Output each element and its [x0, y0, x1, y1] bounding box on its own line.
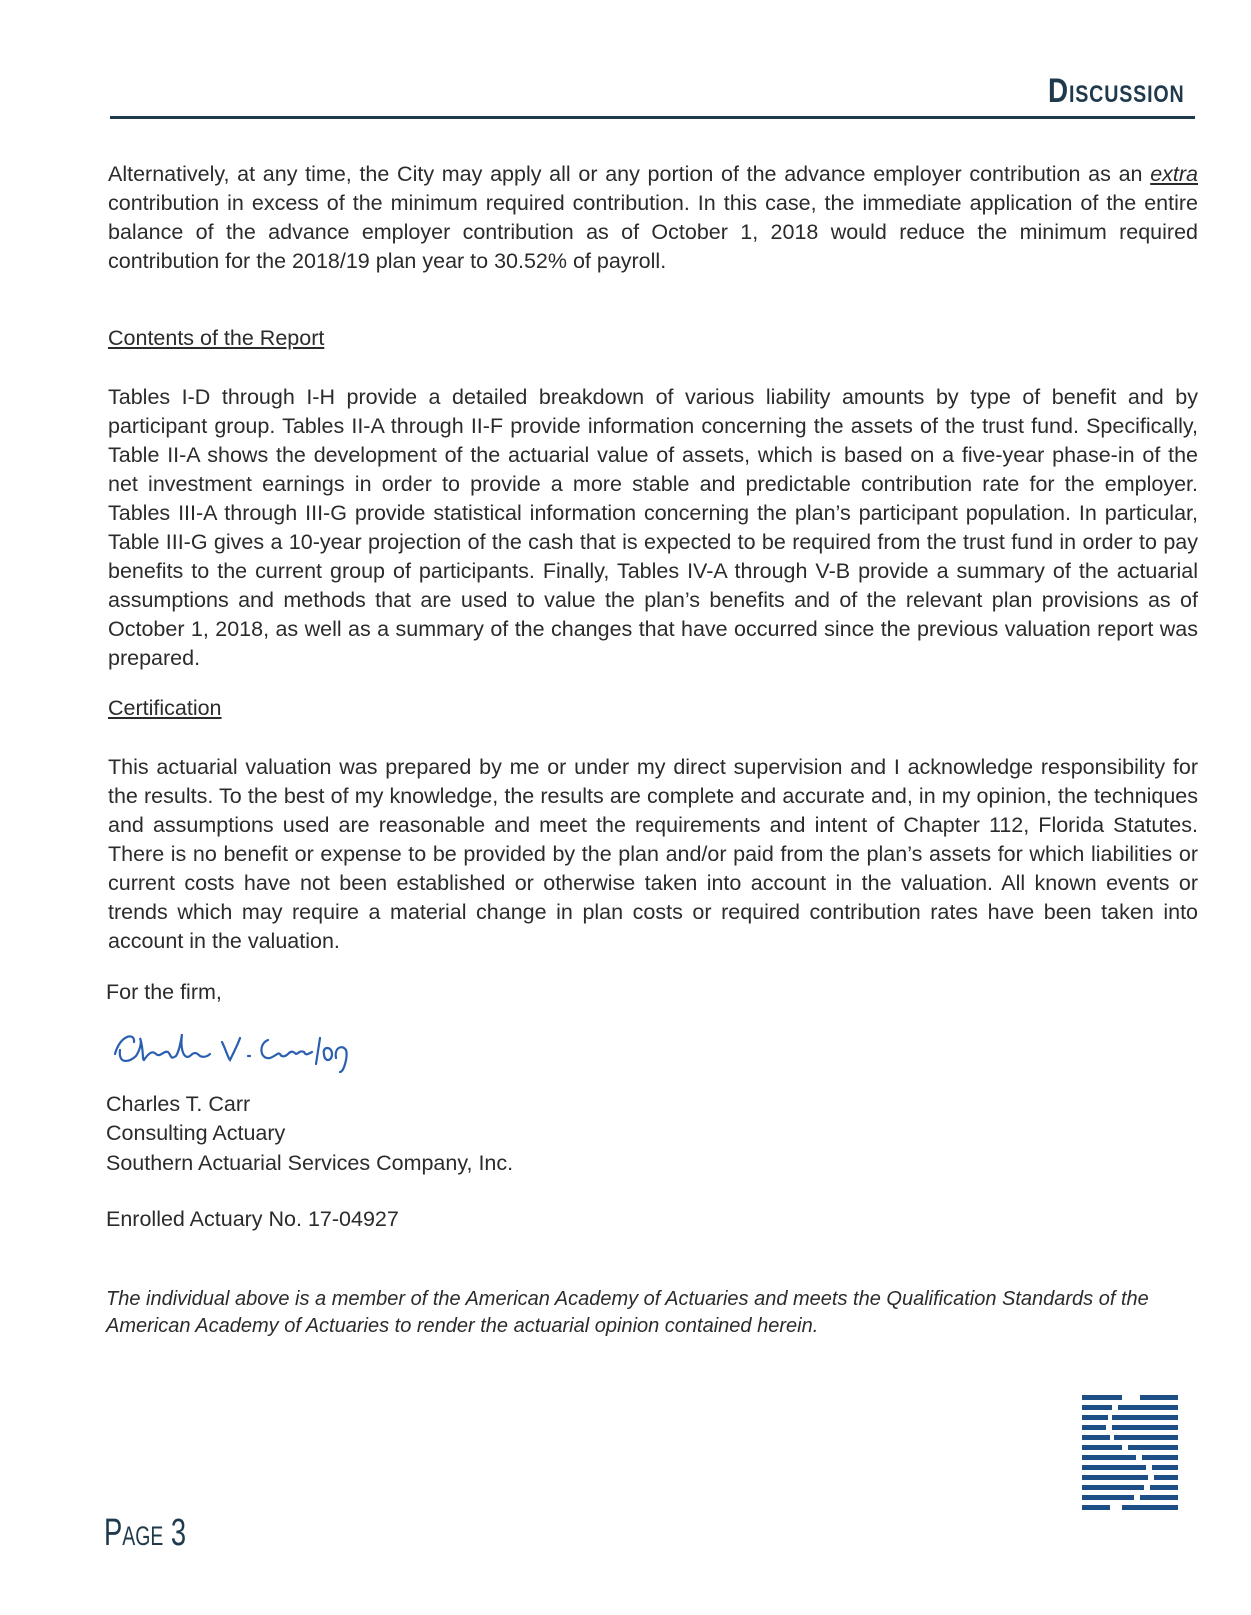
certification-heading: Certification	[108, 696, 222, 720]
page-section-title: Discussion	[1048, 72, 1185, 110]
contents-paragraph: Tables I-D through I-H provide a detailed breakdown of various liability amounts by type of benefit and by participant group. Tables II-A through II-F provide information concerning the assets of the trust fund. Specifically, Table II-A shows the development of the actuarial value of assets, which is based on a five-year phase-in of the net investment earnings in order to provide a more stable and predictable contribution rate for the employer. Tables III-A through III-G provide statistical information concerning the plan’s participant population. In particular, Table III-G gives a 10-year projection of the cash that is expected to be required from the trust fund in order to pay benefits to the current group of participants. Finally, Tables IV-A through V-B provide a summary of the actuarial assumptions and methods that are used to value the plan’s benefits and of the relevant plan provisions as of October 1, 2018, as well as a summary of the changes that have occurred since the previous valuation report was prepared.	[108, 385, 1198, 670]
page-number: Page 3	[104, 1512, 187, 1554]
header-divider	[110, 116, 1195, 119]
enrolled-actuary-number: Enrolled Actuary No. 17-04927	[106, 1207, 399, 1231]
signer-title: Consulting Actuary	[106, 1121, 286, 1145]
extra-emphasis: extra	[1150, 162, 1198, 186]
signer-company: Southern Actuarial Services Company, Inc.	[106, 1151, 514, 1175]
paragraph1-text-end: contribution in excess of the minimum required contribution. In this case, the immediate application of the entire balance of the advance employer contribution as of October 1, 2018 would reduce the minimum required contribution for the 2018/19 plan year to 30.52% of payroll.	[108, 191, 1198, 273]
certification-paragraph: This actuarial valuation was prepared by me or under my direct supervision and I acknowledge responsibility for the results. To the best of my knowledge, the results are complete and accurate and, in my opinion, the techniques and assumptions used are reasonable and meet the requirements and intent of Chapter 112, Florida Statutes. There is no benefit or expense to be provided by the plan and/or paid from the plan’s assets for which liabilities or current costs have not been established or otherwise taken into account in the valuation. All known events or trends which may require a material change in plan costs or required contribution rates have been taken into account in the valuation.	[108, 755, 1198, 953]
qualification-disclaimer: The individual above is a member of the American Academy of Actuaries and meets the Qualification Standards of the American Academy of Actuaries to render the actuarial opinion contained herein.	[106, 1288, 1149, 1337]
paragraph1-text-start: Alternatively, at any time, the City may apply all or any portion of the advance employer contribution as an	[108, 162, 1151, 186]
signature	[110, 1020, 390, 1080]
for-the-firm: For the firm,	[106, 980, 222, 1004]
signer-name: Charles T. Carr	[106, 1092, 251, 1116]
company-logo-icon	[1082, 1395, 1178, 1513]
paragraph-advance-contribution	[108, 160, 1198, 276]
signature-stroke	[115, 1034, 347, 1072]
contents-heading: Contents of the Report	[108, 326, 325, 350]
